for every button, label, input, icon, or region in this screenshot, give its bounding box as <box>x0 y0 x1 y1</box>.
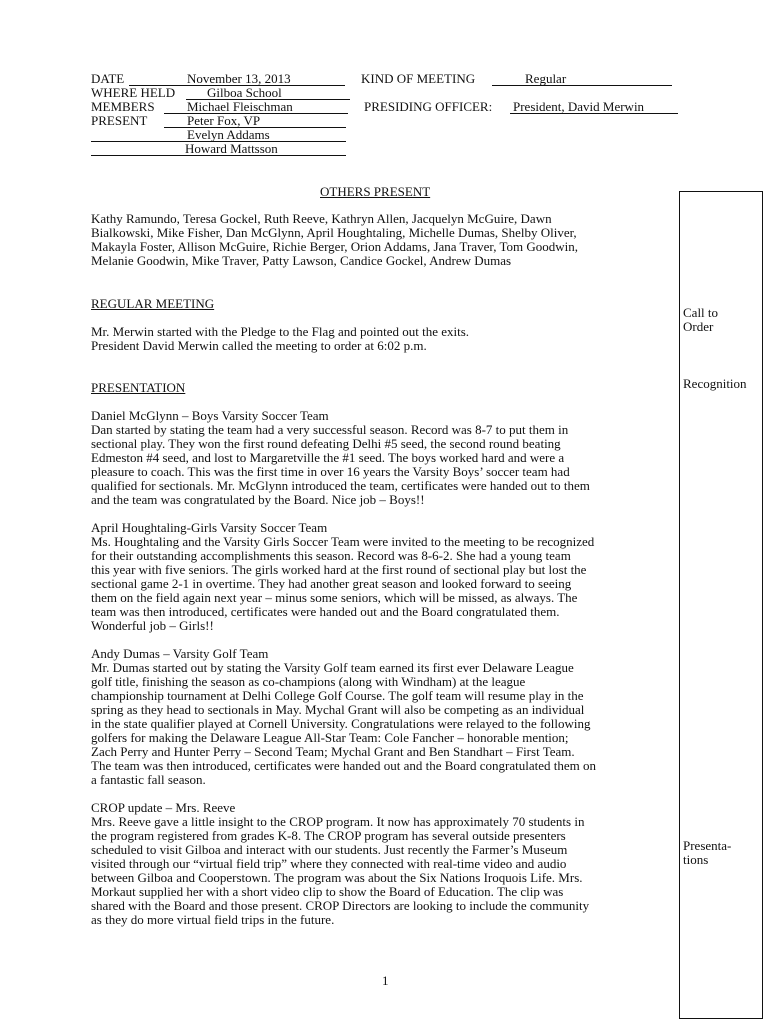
members-label: MEMBERS <box>91 99 155 114</box>
sidebar-presentations: Presenta- tions <box>683 838 732 867</box>
text-line: April Houghtaling-Girls Varsity Soccer Team <box>91 520 328 535</box>
text-line: them on the field again next year – minus some seniors, which will be missed, as always. The <box>91 590 578 605</box>
boys-soccer-section <box>91 409 590 507</box>
text-line: this year with five seniors. The girls worked hard at the first round of sectional play but lost the <box>91 562 587 577</box>
text-line: between Gilboa and Cooperstown. The program was about the Six Nations Iroquois Life. Mrs. <box>91 870 583 885</box>
text-line: Kathy Ramundo, Teresa Gockel, Ruth Reeve, Kathryn Allen, Jacquelyn McGuire, Dawn <box>91 211 552 226</box>
text-line: qualified for sectionals. Mr. McGlynn introduced the team, certificates were handed out to them <box>91 478 590 493</box>
text-line: Mrs. Reeve gave a little insight to the CROP program. It now has approximately 70 students in <box>91 814 585 829</box>
kind-of-meeting-label: KIND OF MEETING <box>361 71 476 86</box>
member-name: Peter Fox, VP <box>187 113 261 128</box>
text-line: CROP update – Mrs. Reeve <box>91 800 236 815</box>
text-line: Wonderful job – Girls!! <box>91 618 214 633</box>
crop-update-section <box>91 801 589 927</box>
text-line: golfers for making the Delaware League All-Star Team: Cole Fancher – honorable mention; <box>91 730 569 745</box>
where-held-label: WHERE HELD <box>91 85 176 100</box>
text-line: Zach Perry and Hunter Perry – Second Team; Mychal Grant and Ben Standhart – First Team. <box>91 744 575 759</box>
text-line: Makayla Foster, Allison McGuire, Richie Berger, Orion Addams, Jana Traver, Tom Goodwin, <box>91 239 579 254</box>
text-line: The team was then introduced, certificates were handed out and the Board congratulated them on <box>91 758 597 773</box>
member-name: Howard Mattsson <box>185 141 278 156</box>
text-line: as they do more virtual field trips in the future. <box>91 912 335 927</box>
kind-underline <box>492 85 672 86</box>
text-line: scheduled to visit Gilboa and interact with our students. Just recently the Farmer’s Museum <box>91 842 568 857</box>
presiding-officer-value: President, David Merwin <box>513 99 645 114</box>
text-line: Mr. Dumas started out by stating the Varsity Golf team earned its first ever Delaware League <box>91 660 574 675</box>
where-held-value: Gilboa School <box>207 85 282 100</box>
text-line: shared with the Board and those present. CROP Directors are looking to include the community <box>91 898 590 913</box>
girls-soccer-section <box>91 521 594 633</box>
text-line: President David Merwin called the meeting to order at 6:02 p.m. <box>91 338 427 353</box>
text-line: Dan started by stating the team had a very successful season. Record was 8-7 to put them in <box>91 422 569 437</box>
text-line: for their outstanding accomplishments this season. Record was 8-6-2. She had a young team <box>91 548 571 563</box>
golf-section <box>91 647 596 787</box>
text-line: Melanie Goodwin, Mike Traver, Patty Lawson, Candice Gockel, Andrew Dumas <box>91 253 512 268</box>
text-line: a fantastic fall season. <box>91 772 206 787</box>
text-line: sectional play. They won the first round defeating Delhi #5 seed, the second round beating <box>91 436 561 451</box>
text-line: golf title, finishing the season as co-champions (along with Windham) at the league <box>91 674 526 689</box>
text-line: in the state qualifier played at Cornell University. Congratulations were relayed to the following <box>91 716 591 731</box>
member-name: Evelyn Addams <box>187 127 270 142</box>
presentation-heading: PRESENTATION <box>91 380 186 395</box>
text-line: visited through our “virtual field trip” where they connected with real-time video and audio <box>91 856 567 871</box>
text-line: pleasure to coach. This was the first time in over 16 years the Varsity Boys’ soccer team had <box>91 464 570 479</box>
text-line: Andy Dumas – Varsity Golf Team <box>91 646 269 661</box>
text-line: championship tournament at Delhi College Golf Course. The golf team will resume play in the <box>91 688 584 703</box>
sidebar-recognition: Recognition <box>683 376 747 391</box>
text-line: Daniel McGlynn – Boys Varsity Soccer Team <box>91 408 329 423</box>
text-line: Mr. Merwin started with the Pledge to the Flag and pointed out the exits. <box>91 324 470 339</box>
page-number: 1 <box>382 973 389 988</box>
date-value: November 13, 2013 <box>187 71 291 86</box>
regular-meeting-text <box>91 325 469 353</box>
kind-of-meeting-value: Regular <box>525 71 567 86</box>
text-line: sectional game 2-1 in overtime. They had another great season and looked forward to seeing <box>91 576 572 591</box>
present-label: PRESENT <box>91 113 148 128</box>
regular-meeting-heading: REGULAR MEETING <box>91 296 215 311</box>
others-present-heading: OTHERS PRESENT <box>320 184 431 199</box>
date-label: DATE <box>91 71 125 86</box>
text-line: spring as they head to sectionals in May. Mychal Grant will also be competing as an individual <box>91 702 585 717</box>
sidebar-call-to-order: Call to Order <box>683 305 719 334</box>
text-line: the program registered from grades K-8. The CROP program has several outside presenters <box>91 828 566 843</box>
presiding-officer-label: PRESIDING OFFICER: <box>364 99 493 114</box>
text-line: Morkaut supplied her with a short video clip to show the Board of Education. The clip was <box>91 884 564 899</box>
text-line: Edmeston #4 seed, and lost to Margaretville the #1 seed. The boys worked hard and were a <box>91 450 565 465</box>
text-line: and the team was congratulated by the Board. Nice job – Boys!! <box>91 492 425 507</box>
others-present-list <box>91 212 578 268</box>
text-line: Bialkowski, Mike Fisher, Dan McGlynn, April Houghtaling, Michelle Dumas, Shelby Oliver, <box>91 225 577 240</box>
member-name: Michael Fleischman <box>187 99 293 114</box>
text-line: team was then introduced, certificates were handed out and the Board congratulated them. <box>91 604 560 619</box>
text-line: Ms. Houghtaling and the Varsity Girls Soccer Team were invited to the meeting to be recognized <box>91 534 595 549</box>
